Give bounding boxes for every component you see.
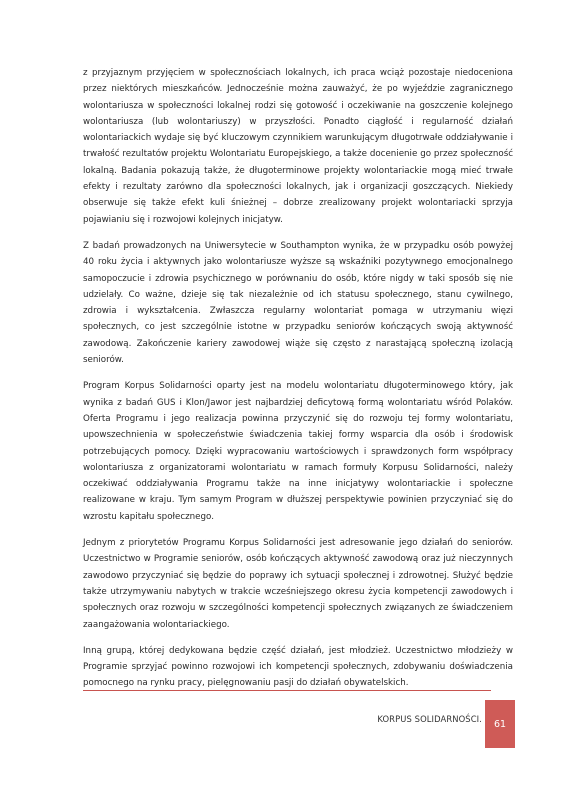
paragraph-1: z przyjaznym przyjęciem w społecznościach lokalnych, ich praca wciąż pozostaje niedoceniona przez niektórych mieszkańców. Jednocześnie można zauważyć, że po wyjeździe zagranicznego wolontariusza w społeczności lokalnej rodzi się gotowość i oczekiwanie na goszczenie kolejnego wolontariusza (lub wolontariuszy) w przyszłości. Ponadto ciągłość i regularność działań wolontariackich wydaje się być kluczowym czynnikiem warunkującym długotrwałe oddziaływanie i trwałość rezultatów projektu Wolontariatu Europejskiego, a także docenienie go przez społeczność lokalną. Badania pokazują także, że długoterminowe projekty wolontariackie mogą mieć trwałe efekty i rezultaty zarówno dla społeczności lokalnych, jak i organizacji goszczących. Niekiedy obserwuje się także efekt kuli śnieżnej – dobrze zrealizowany projekt wolontariacki sprzyja pojawianiu się i rozwojowi kolejnych inicjatyw.: [83, 68, 513, 225]
footer-publication-title: KORPUS SOLIDARNOŚCI.: [377, 714, 482, 724]
page-number: 61: [493, 718, 507, 730]
paragraph-2: Z badań prowadzonych na Uniwersytecie w Southampton wynika, że w przypadku osób powyżej 40 roku życia i aktywnych jako wolontariusze wyższe są wskaźniki pozytywnego emocjonalnego samopoczucie i zdrowia psychicznego w porównaniu do osób, które nigdy w taki sposób się nie udzielały. Co ważne, dzieje się tak niezależnie od ich statusu społecznego, stanu cywilnego, zdrowia i wykształcenia. Zwłaszcza regularny wolontariat pomaga w utrzymaniu więzi społecznych, co jest szczególnie istotne w przypadku seniorów kończących swoją aktywność zawodową. Zakończenie kariery zawodowej wiąże się często z narastającą społeczną izolacją seniorów.: [83, 240, 513, 366]
paragraph-3: Program Korpus Solidarności oparty jest na modelu wolontariatu długoterminowego który, jak wynika z badań GUS i Klon/Jawor jest najbardziej deficytową formą wolontariatu wśród Polaków. Oferta Programu i jego realizacja powinna przyczynić się do rozwoju tej formy wolontariatu, upowszechnienia w społeczeństwie świadczenia takiej formy wsparcia dla osób i środowisk potrzebujących pomocy. Dzięki wypracowaniu wartościowych i sprawdzonych form współpracy wolontariusza z organizatorami wolontariatu w ramach formuły Korpusu Solidarności, należy oczekiwać oddziaływania Programu także na inne inicjatywy wolontariackie i społeczne realizowane w kraju. Tym samym Program w dłuższej perspektywie powinien przyczyniać się do wzrostu kapitału społecznego.: [83, 381, 513, 522]
body-text: [83, 65, 513, 702]
page-number-badge: [485, 700, 515, 748]
paragraph-5: Inną grupą, której dedykowana będzie część działań, jest młodzież. Uczestnictwo młodzieży w Programie sprzyjać powinno rozwojowi ich kompetencji społecznych, zdobywaniu doświadczenia pomocnego na rynku pracy, pielęgnowaniu pasji do działań obywatelskich.: [83, 645, 513, 689]
paragraph-4: Jednym z priorytetów Programu Korpus Solidarności jest adresowanie jego działań do seniorów. Uczestnictwo w Programie seniorów, osób kończących aktywność zawodową oraz już nieczynnych zawodowo przyczyniać się będzie do poprawy ich sytuacji społecznej i zdrowotnej. Służyć będzie także utrzymywaniu nabytych w trakcie wcześniejszego okresu życia kompetencji zawodowych i społecznych oraz rozwoju w szczególności kompetencji społecznych związanych ze świadczeniem zaangażowania wolontariackiego.: [83, 538, 513, 630]
footer-divider: [83, 690, 491, 691]
